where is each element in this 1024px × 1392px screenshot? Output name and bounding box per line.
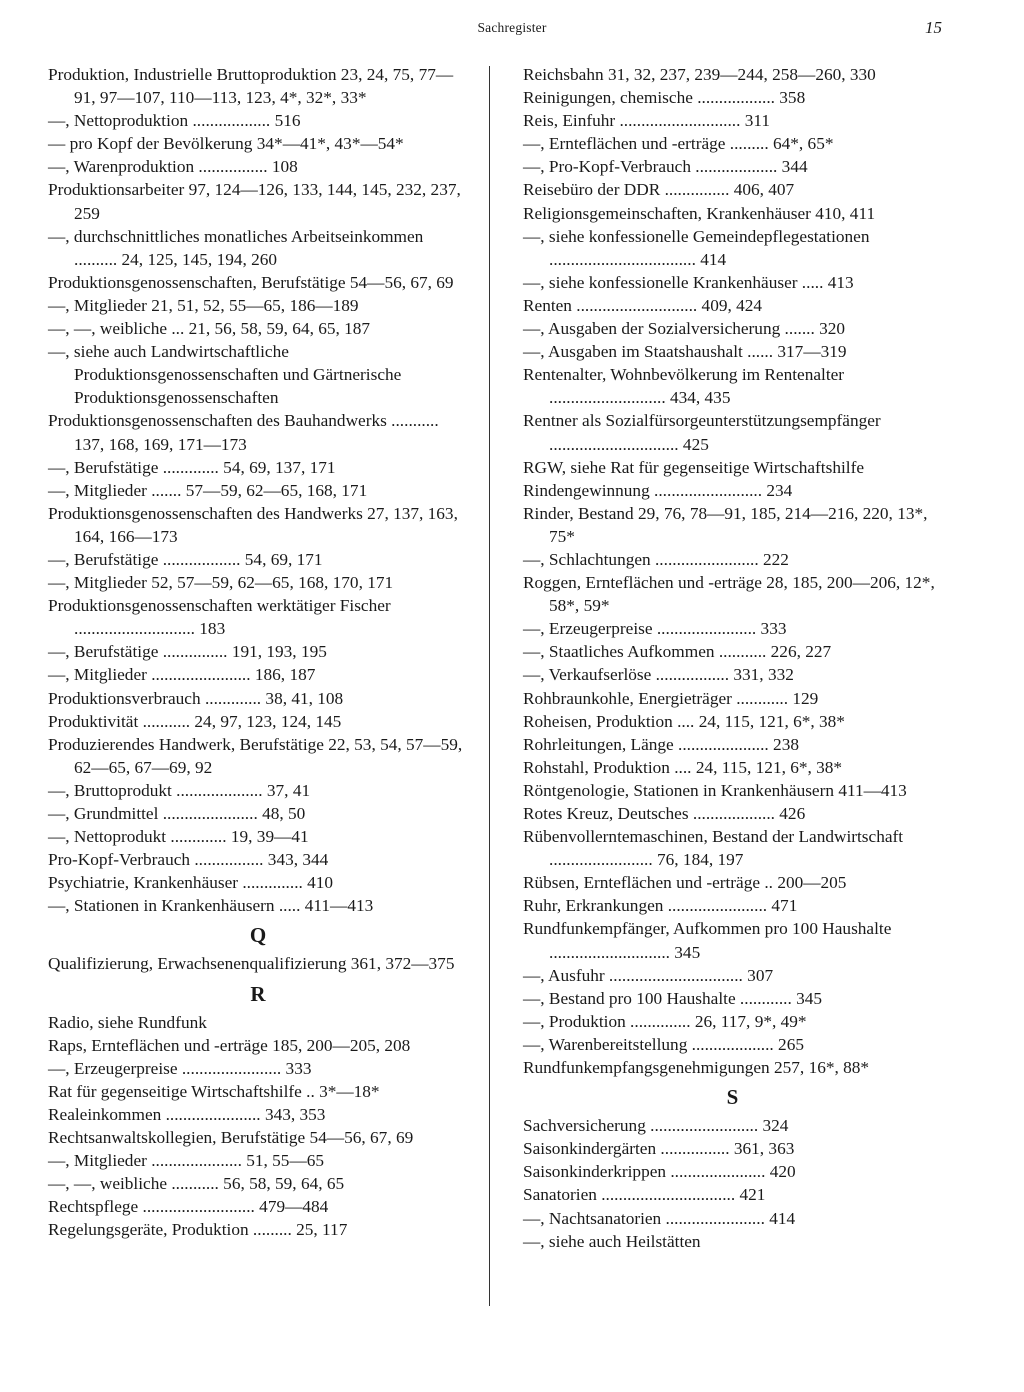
index-entry: Reinigungen, chemische .................. 358 xyxy=(523,88,806,108)
page-number: 15 xyxy=(925,18,942,37)
index-entry: Qualifizierung, Erwachsenenqualifizierung 361, 372—375 xyxy=(48,954,455,974)
index-entry: Rübenvollerntemaschinen, Bestand der Landwirtschaft ........................ 76, 184, 197 xyxy=(523,827,904,870)
index-entry: Rentenalter, Wohnbevölkerung im Rentenalter ........................... 434, 435 xyxy=(523,365,845,408)
index-entry: Regelungsgeräte, Produktion ......... 25, 117 xyxy=(48,1220,348,1240)
index-entry: Röntgenologie, Stationen in Krankenhäusern 411—413 xyxy=(523,780,907,800)
index-entry: Produzierendes Handwerk, Berufstätige 22, 53, 54, 57—59, 62—65, 67—69, 92 xyxy=(48,734,463,777)
index-entry: Radio, siehe Rundfunk xyxy=(48,1012,207,1032)
index-entry: Rundfunkempfänger, Aufkommen pro 100 Haushalte ............................ 345 xyxy=(523,919,892,962)
index-entry: Rundfunkempfangsgenehmigungen 257, 16*, 88* xyxy=(523,1058,870,1078)
index-entry: Roggen, Ernteflächen und -erträge 28, 185, 200—206, 12*, 58*, 59* xyxy=(523,573,935,616)
index-entry: Renten ............................ 409, 424 xyxy=(523,295,763,315)
index-entry: —, Erzeugerpreise ....................... 333 xyxy=(48,1058,312,1078)
index-entry: —, Ernteflächen und -erträge ......... 64*, 65* xyxy=(523,134,834,154)
index-entry: —, Ausfuhr ............................... 307 xyxy=(523,965,774,985)
index-entry: —, Grundmittel ...................... 48, 50 xyxy=(48,804,306,823)
index-entry: —, siehe konfessionelle Gemeindepflegestationen .................................. 414 xyxy=(523,226,870,269)
index-entry: —, Nettoproduktion .................. 516 xyxy=(48,111,301,131)
index-column-right xyxy=(523,63,942,1253)
index-entry: Saisonkinderkrippen ...................... 420 xyxy=(523,1162,796,1182)
index-entry: Sanatorien ............................... 421 xyxy=(523,1185,766,1205)
index-entry: —, Erzeugerpreise ....................... 333 xyxy=(523,619,787,639)
index-entry: —, Warenproduktion ................ 108 xyxy=(48,157,298,177)
letter-heading: R xyxy=(250,981,266,1006)
index-entry: Realeinkommen ...................... 343, 353 xyxy=(48,1104,326,1124)
index-entry: Religionsgemeinschaften, Krankenhäuser 410, 411 xyxy=(523,203,876,223)
index-entry: —, Nachtsanatorien ....................... 414 xyxy=(523,1208,796,1228)
index-entry: Reisebüro der DDR ............... 406, 407 xyxy=(523,180,795,200)
running-head: Sachregister xyxy=(477,20,547,35)
index-entry: Rentner als Sozialfürsorgeunterstützungsempfänger .............................. 425 xyxy=(523,411,881,454)
index-entry: —, Stationen in Krankenhäusern ..... 411—413 xyxy=(48,896,374,916)
index-entry: Sachversicherung ......................... 324 xyxy=(523,1116,789,1136)
index-entry: Produktionsgenossenschaften des Handwerks 27, 137, 163, 164, 166—173 xyxy=(48,503,458,546)
letter-heading: Q xyxy=(249,923,267,948)
index-entry: Rohrleitungen, Länge ..................... 238 xyxy=(523,734,799,754)
index-entry: Saisonkindergärten ................ 361, 363 xyxy=(523,1139,795,1159)
index-entry: Rechtspflege .......................... 479—484 xyxy=(48,1197,329,1217)
index-entry: Ruhr, Erkrankungen ....................... 471 xyxy=(523,896,798,916)
index-entry: —, siehe konfessionelle Krankenhäuser ..... 413 xyxy=(523,272,854,292)
index-entry: —, Mitglieder 52, 57—59, 62—65, 168, 170, 171 xyxy=(48,573,394,593)
index-entry: Rechtsanwaltskollegien, Berufstätige 54—56, 67, 69 xyxy=(48,1128,414,1148)
index-entry: Psychiatrie, Krankenhäuser .............. 410 xyxy=(48,873,334,893)
index-entry: Roheisen, Produktion .... 24, 115, 121, 6*, 38* xyxy=(523,711,845,731)
index-entry: Produktion, Industrielle Bruttoproduktion 23, 24, 75, 77—91, 97—107, 110—113, 123, 4*, 32*, 33* xyxy=(48,65,454,108)
index-entry: —, Bestand pro 100 Haushalte ............ 345 xyxy=(523,988,823,1008)
index-entry: —, Ausgaben im Staatshaushalt ...... 317—319 xyxy=(523,342,847,362)
index-entry: Pro-Kopf-Verbrauch ................ 343, 344 xyxy=(48,850,329,870)
index-entry: Rotes Kreuz, Deutsches ................... 426 xyxy=(523,804,806,823)
index-entry: —, —, weibliche ... 21, 56, 58, 59, 64, 65, 187 xyxy=(48,319,371,339)
index-entry: —, Warenbereitstellung ................... 265 xyxy=(523,1034,804,1054)
index-entry: —, Mitglieder ....... 57—59, 62—65, 168, 171 xyxy=(48,480,368,500)
index-entry: Rohstahl, Produktion .... 24, 115, 121, 6*, 38* xyxy=(523,757,843,777)
index-entry: —, —, weibliche ........... 56, 58, 59, 64, 65 xyxy=(48,1174,345,1194)
index-entry: —, Mitglieder 21, 51, 52, 55—65, 186—189 xyxy=(48,295,359,315)
index-entry: Produktionsgenossenschaften werktätiger Fischer ............................ 183 xyxy=(48,596,391,639)
index-column-left xyxy=(48,63,468,1242)
column-divider xyxy=(489,66,490,1306)
index-entry: Rohbraunkohle, Energieträger ............ 129 xyxy=(523,688,819,708)
index-entry: —, Berufstätige ............. 54, 69, 137, 171 xyxy=(48,457,336,477)
index-entry: Produktionsverbrauch ............. 38, 41, 108 xyxy=(48,688,344,708)
index-entry: —, durchschnittliches monatliches Arbeitseinkommen .......... 24, 125, 145, 194, 260 xyxy=(48,226,424,269)
index-entry: —, siehe auch Landwirtschaftliche Produktionsgenossenschaften und Gärtnerische Produktionsgenossenschaften xyxy=(48,342,402,408)
index-entry: —, siehe auch Heilstätten xyxy=(523,1231,701,1251)
index-entry: Rübsen, Ernteflächen und -erträge .. 200—205 xyxy=(523,873,847,893)
index-entry: —, Pro-Kopf-Verbrauch ................... 344 xyxy=(523,157,808,177)
index-entry: —, Nettoprodukt ............. 19, 39—41 xyxy=(48,827,309,847)
index-entry: Produktionsgenossenschaften, Berufstätige 54—56, 67, 69 xyxy=(48,272,454,292)
index-entry: Reis, Einfuhr ............................ 311 xyxy=(523,111,771,131)
letter-heading: S xyxy=(726,1085,739,1110)
index-entry: —, Mitglieder ....................... 186, 187 xyxy=(48,665,316,685)
index-entry: —, Berufstätige .................. 54, 69, 171 xyxy=(48,549,323,569)
index-entry: —, Staatliches Aufkommen ........... 226, 227 xyxy=(523,642,832,662)
index-entry: Rinder, Bestand 29, 76, 78—91, 185, 214—216, 220, 13*, 75* xyxy=(523,503,928,546)
index-entry: —, Bruttoprodukt .................... 37, 41 xyxy=(48,780,311,800)
index-entry: —, Produktion .............. 26, 117, 9*, 49* xyxy=(523,1011,807,1031)
index-entry: Produktivität ........... 24, 97, 123, 124, 145 xyxy=(48,711,342,731)
index-entry: Reichsbahn 31, 32, 237, 239—244, 258—260, 330 xyxy=(523,65,876,84)
index-entry: —, Verkaufserlöse ................. 331, 332 xyxy=(523,665,794,685)
index-entry: Rat für gegenseitige Wirtschaftshilfe .. 3*—18* xyxy=(48,1081,380,1101)
index-entry: —, Mitglieder ..................... 51, 55—65 xyxy=(48,1151,325,1171)
index-entry: Raps, Ernteflächen und -erträge 185, 200—205, 208 xyxy=(48,1035,411,1055)
index-entry: —, Berufstätige ............... 191, 193, 195 xyxy=(48,642,327,662)
index-entry: Produktionsarbeiter 97, 124—126, 133, 144, 145, 232, 237, 259 xyxy=(48,180,461,223)
index-entry: —, Ausgaben der Sozialversicherung ....... 320 xyxy=(523,319,846,339)
index-entry: Rindengewinnung ......................... 234 xyxy=(523,480,793,500)
index-entry: —, Schlachtungen ........................ 222 xyxy=(523,549,789,569)
index-entry: RGW, siehe Rat für gegenseitige Wirtschaftshilfe xyxy=(523,457,864,477)
index-entry: — pro Kopf der Bevölkerung 34*—41*, 43*—54* xyxy=(48,134,404,154)
index-entry: Produktionsgenossenschaften des Bauhandwerks ........... 137, 168, 169, 171—173 xyxy=(48,411,439,454)
